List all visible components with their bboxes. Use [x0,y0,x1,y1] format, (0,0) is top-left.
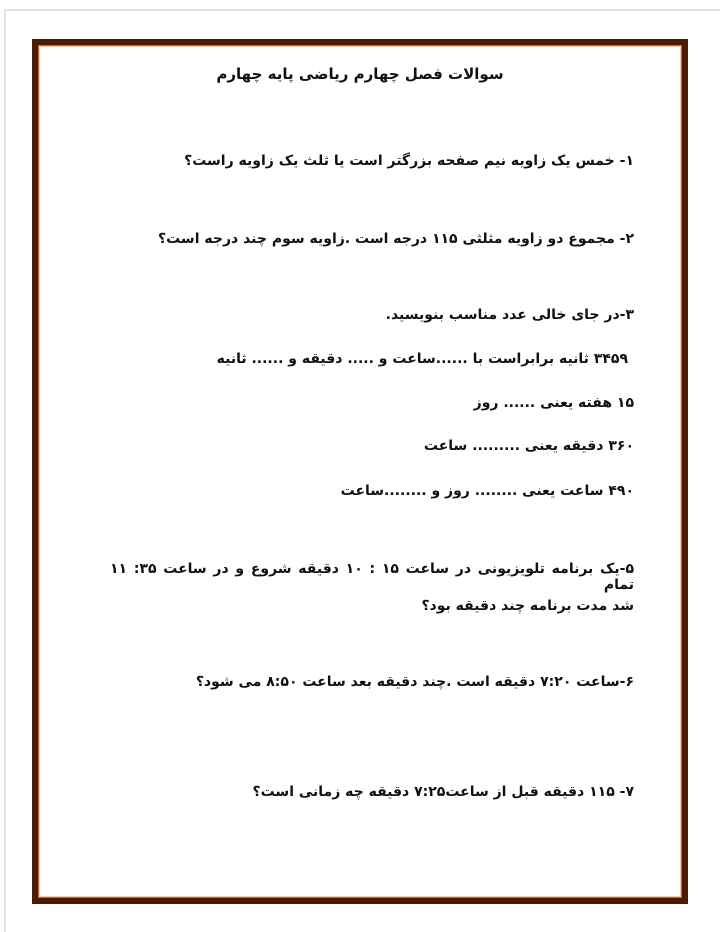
question-3-item: ۱۵ هفته یعنی ...... روز [473,395,634,411]
question-7: ۷- ۱۱۵ دقیقه قبل از ساعت۷:۲۵ دقیقه چه زمانی است؟ [252,784,634,800]
question-3-item: ۳۴۵۹ ثانیه برابراست با ......ساعت و ..... دقیقه و ...... ثانیه [216,351,628,367]
question-3-item: ۴۹۰ ساعت یعنی ........ روز و ........ساعت [340,483,634,499]
worksheet-content [38,45,682,898]
question-3-heading: ۳-در جای خالی عدد مناسب بنویسید. [385,307,634,323]
question-1: ۱- خمس یک زاویه نیم صفحه بزرگتر است یا ثلث یک زاویه راست؟ [184,153,634,169]
worksheet-frame [32,39,688,904]
question-3-item: ۳۶۰ دقیقه یعنی ......... ساعت [423,438,634,454]
worksheet-title: سوالات فصل چهارم ریاضی پایه چهارم [216,65,504,83]
question-5-line-1: ۵-یک برنامه تلویزیونی در ساعت ۱۵ : ۱۰ دقیقه شروع و در ساعت ۳۵: ۱۱ تمام [110,561,634,593]
question-2: ۲- مجموع دو زاویه مثلثی ۱۱۵ درجه است .زاویه سوم چند درجه است؟ [157,231,634,247]
question-5-line-2: شد مدت برنامه چند دقیقه بود؟ [421,598,634,614]
question-6: ۶-ساعت ۷:۲۰ دقیقه است .چند دقیقه بعد ساعت ۸:۵۰ می شود؟ [195,674,634,690]
